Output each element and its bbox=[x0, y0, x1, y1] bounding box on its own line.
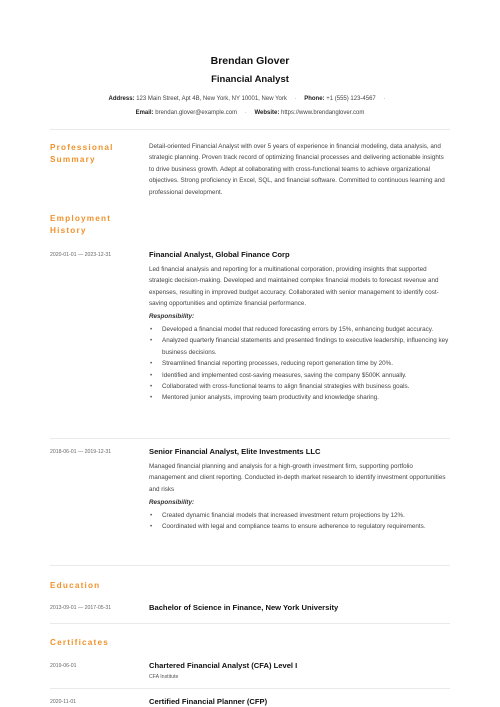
website-link[interactable]: https://www.brendanglover.com bbox=[281, 110, 365, 116]
job-description: Led financial analysis and reporting for a multinational corporation, providing insights that supported strategic decision-making. Developed and maintained complex financial models to forecast revenue and expenses, resulting in improved budget accuracy. Collaborated with senior management to identify cost-saving opportunities and optimize financial performance. bbox=[149, 266, 439, 308]
list-item: • Coordinated with legal and compliance teams to ensure adherence to regulatory requirements. bbox=[149, 521, 449, 532]
entry-divider bbox=[50, 438, 450, 439]
education-degree: Bachelor of Science in Finance, New York University bbox=[149, 603, 339, 612]
certificate-name: Certified Financial Planner (CFP) bbox=[149, 697, 268, 706]
certificate-issuer: CFA Institute bbox=[149, 674, 179, 680]
job-description: Managed financial planning and analysis for a high-growth investment firm, supporting portfolio management and client reporting. Conducted in-depth market research to identify investment opportunities and risks bbox=[149, 463, 446, 493]
summary-text: Detail-oriented Financial Analyst with over 5 years of experience in financial modeling, data analysis, and strategic planning. Proven track record of optimizing financial processes and delivering actionable insights to drive business growth. Adept at collaborating with cross-functional teams to achieve organizational objectives. Strong proficiency in Excel, SQL, and financial software. Committed to continuous learning and professional development. bbox=[149, 143, 445, 196]
website-label: Website: bbox=[254, 110, 280, 116]
certificates-heading: Certificates bbox=[50, 638, 109, 647]
certificate-date: 2019-06-01 bbox=[50, 663, 77, 669]
phone-value: +1 (555) 123-4567 bbox=[326, 96, 376, 102]
list-item: • Developed a financial model that reduced forecasting errors by 15%, enhancing budget accuracy. bbox=[149, 324, 449, 335]
summary-heading: Professional Summary bbox=[50, 143, 114, 164]
section-divider bbox=[50, 623, 450, 624]
phone-label: Phone: bbox=[304, 96, 325, 102]
responsibility-list bbox=[149, 324, 449, 404]
section-divider bbox=[50, 565, 450, 566]
responsibility-label: Responsibility: bbox=[149, 313, 195, 320]
email-link[interactable]: brendan.glover@example.com bbox=[155, 110, 238, 116]
entry-divider bbox=[50, 688, 450, 689]
candidate-title: Financial Analyst bbox=[211, 74, 289, 85]
responsibility-list bbox=[149, 510, 449, 533]
education-heading: Education bbox=[50, 581, 101, 590]
contact-line-address-phone bbox=[0, 93, 500, 106]
job-position: Financial Analyst, Global Finance Corp bbox=[149, 250, 290, 259]
address-label: Address: bbox=[108, 96, 135, 102]
candidate-name: Brendan Glover bbox=[210, 55, 290, 67]
address-value: 123 Main Street, Apt 4B, New York, NY 10001, New York bbox=[136, 96, 287, 102]
list-item: • Mentored junior analysts, improving team productivity and knowledge sharing. bbox=[149, 392, 449, 403]
separator: · bbox=[383, 96, 386, 102]
job-position: Senior Financial Analyst, Elite Investments LLC bbox=[149, 447, 321, 456]
education-dates: 2013-09-01 — 2017-05-31 bbox=[50, 605, 112, 611]
certificate-name: Chartered Financial Analyst (CFA) Level I bbox=[149, 661, 298, 670]
list-item: • Collaborated with cross-functional teams to align financial strategies with business goals. bbox=[149, 381, 449, 392]
job-dates: 2018-06-01 — 2019-12-31 bbox=[50, 449, 112, 455]
email-label: Email: bbox=[135, 110, 154, 116]
section-divider bbox=[50, 129, 450, 130]
separator: · bbox=[244, 110, 247, 116]
contact-line-email-website bbox=[0, 107, 500, 120]
list-item: • Identified and implemented cost-saving measures, saving the company $500K annually. bbox=[149, 370, 449, 381]
separator: · bbox=[294, 96, 297, 102]
list-item: • Created dynamic financial models that increased investment return projections by 12%. bbox=[149, 510, 449, 521]
responsibility-label: Responsibility: bbox=[149, 499, 195, 506]
job-dates: 2020-01-01 — 2023-12-31 bbox=[50, 252, 112, 258]
employment-heading: Employment History bbox=[50, 214, 112, 235]
resume-header bbox=[0, 0, 500, 120]
certificate-date: 2020-11-01 bbox=[50, 699, 77, 705]
list-item: • Analyzed quarterly financial statements and presented findings to executive leadership, influencing key business decisions. bbox=[149, 335, 449, 358]
list-item: • Streamlined financial reporting processes, reducing report generation time by 20%. bbox=[149, 358, 449, 369]
